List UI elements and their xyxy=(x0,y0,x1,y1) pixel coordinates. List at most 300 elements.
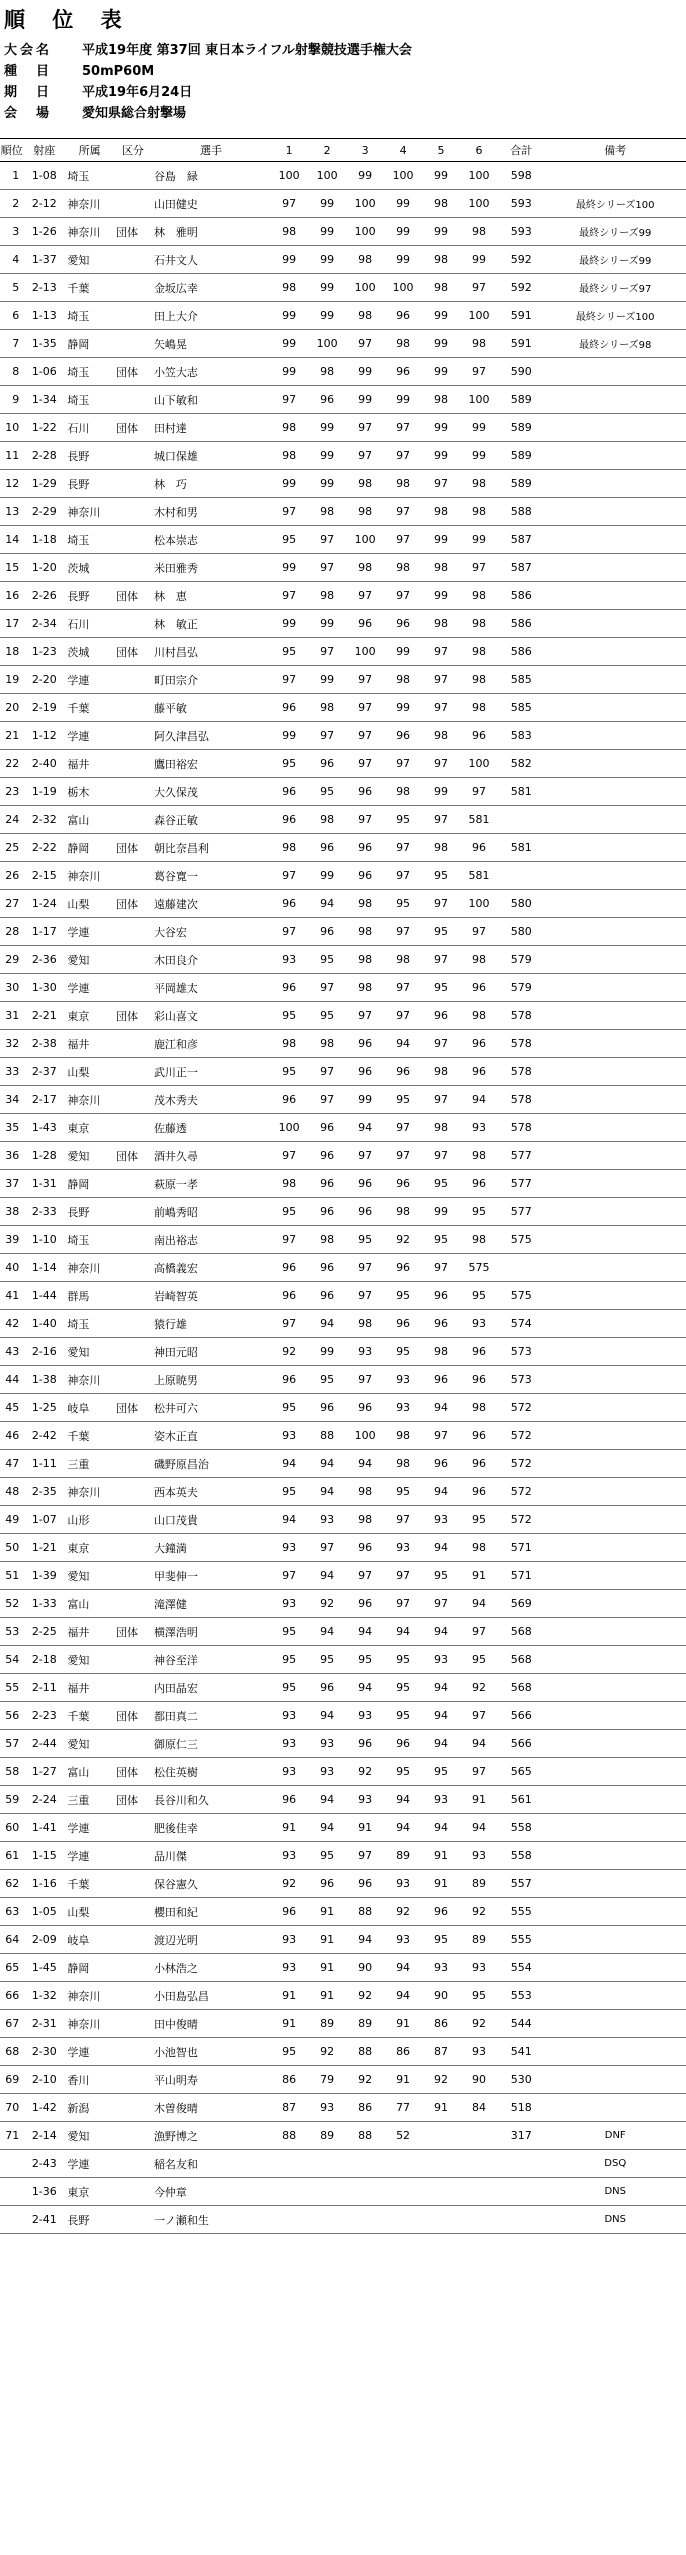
cell-series-5: 99 xyxy=(422,302,460,330)
cell-shooter: 松井可六 xyxy=(152,1394,270,1422)
cell-series-5: 98 xyxy=(422,610,460,638)
cell-total: 578 xyxy=(498,1086,544,1114)
cell-series-6: 96 xyxy=(460,1170,498,1198)
cell-rank: 38 xyxy=(0,1198,23,1226)
table-row xyxy=(0,1870,686,1898)
cell-remarks xyxy=(544,582,686,610)
cell-total: 557 xyxy=(498,1870,544,1898)
cell-series-1: 93 xyxy=(270,946,308,974)
cell-series-5: 99 xyxy=(422,330,460,358)
cell-series-1: 95 xyxy=(270,1058,308,1086)
cell-series-6: 100 xyxy=(460,190,498,218)
cell-series-5: 99 xyxy=(422,582,460,610)
cell-affiliation: 愛知 xyxy=(65,946,114,974)
cell-category: 団体 xyxy=(114,1142,152,1170)
table-row xyxy=(0,1758,686,1786)
cell-firing-point: 2-18 xyxy=(23,1646,65,1674)
cell-shooter: 一ノ瀬和生 xyxy=(152,2206,270,2234)
cell-remarks xyxy=(544,554,686,582)
table-row xyxy=(0,1926,686,1954)
cell-series-5: 97 xyxy=(422,1086,460,1114)
cell-remarks xyxy=(544,1870,686,1898)
cell-series-5: 94 xyxy=(422,1534,460,1562)
cell-series-6: 94 xyxy=(460,1086,498,1114)
cell-series-3: 93 xyxy=(346,1786,384,1814)
cell-shooter: 品川傑 xyxy=(152,1842,270,1870)
cell-series-5: 92 xyxy=(422,2066,460,2094)
cell-category xyxy=(114,1898,152,1926)
cell-series-5 xyxy=(422,2122,460,2150)
cell-firing-point: 1-40 xyxy=(23,1310,65,1338)
table-row xyxy=(0,218,686,246)
header-series-3: 3 xyxy=(346,139,384,162)
cell-total: 593 xyxy=(498,218,544,246)
cell-series-2: 88 xyxy=(308,1422,346,1450)
cell-total: 582 xyxy=(498,750,544,778)
cell-total: 558 xyxy=(498,1814,544,1842)
cell-series-6: 97 xyxy=(460,1702,498,1730)
cell-series-6: 96 xyxy=(460,1422,498,1450)
table-row xyxy=(0,1702,686,1730)
cell-category xyxy=(114,246,152,274)
table-row xyxy=(0,302,686,330)
cell-category xyxy=(114,1338,152,1366)
cell-rank: 29 xyxy=(0,946,23,974)
cell-affiliation: 千葉 xyxy=(65,1422,114,1450)
table-row xyxy=(0,2206,686,2234)
cell-series-6: 96 xyxy=(460,1450,498,1478)
cell-remarks xyxy=(544,414,686,442)
cell-remarks xyxy=(544,1814,686,1842)
header-series-6: 6 xyxy=(460,139,498,162)
table-row xyxy=(0,946,686,974)
cell-series-3: 98 xyxy=(346,246,384,274)
cell-rank: 2 xyxy=(0,190,23,218)
cell-category: 団体 xyxy=(114,218,152,246)
table-row xyxy=(0,862,686,890)
cell-rank: 68 xyxy=(0,2038,23,2066)
cell-series-2: 98 xyxy=(308,358,346,386)
table-row xyxy=(0,2094,686,2122)
cell-series-1: 100 xyxy=(270,1114,308,1142)
cell-series-5: 97 xyxy=(422,946,460,974)
cell-shooter: 金坂広幸 xyxy=(152,274,270,302)
cell-rank: 15 xyxy=(0,554,23,582)
cell-affiliation: 埼玉 xyxy=(65,358,114,386)
cell-affiliation: 神奈川 xyxy=(65,218,114,246)
table-row xyxy=(0,1646,686,1674)
cell-firing-point: 2-25 xyxy=(23,1618,65,1646)
cell-series-2: 99 xyxy=(308,246,346,274)
table-row xyxy=(0,1842,686,1870)
cell-category xyxy=(114,1422,152,1450)
cell-series-4: 96 xyxy=(384,302,422,330)
cell-series-1: 93 xyxy=(270,1534,308,1562)
cell-firing-point: 1-25 xyxy=(23,1394,65,1422)
cell-category xyxy=(114,2122,152,2150)
header-affiliation: 所属 xyxy=(65,139,114,162)
cell-category xyxy=(114,2066,152,2094)
cell-series-6: 95 xyxy=(460,1646,498,1674)
cell-series-5: 98 xyxy=(422,554,460,582)
cell-total xyxy=(498,806,544,834)
table-row xyxy=(0,1674,686,1702)
cell-rank: 25 xyxy=(0,834,23,862)
cell-series-6: 98 xyxy=(460,694,498,722)
cell-total: 588 xyxy=(498,498,544,526)
cell-rank xyxy=(0,2178,23,2206)
cell-series-3: 96 xyxy=(346,1394,384,1422)
table-row xyxy=(0,414,686,442)
cell-total: 572 xyxy=(498,1394,544,1422)
cell-series-6: 99 xyxy=(460,246,498,274)
cell-series-5: 96 xyxy=(422,1366,460,1394)
cell-total: 518 xyxy=(498,2094,544,2122)
cell-series-1: 93 xyxy=(270,1702,308,1730)
cell-shooter: 萩原一孝 xyxy=(152,1170,270,1198)
cell-series-4: 99 xyxy=(384,638,422,666)
cell-firing-point: 1-38 xyxy=(23,1366,65,1394)
cell-series-1: 98 xyxy=(270,442,308,470)
cell-series-6: 96 xyxy=(460,974,498,1002)
cell-series-3: 99 xyxy=(346,386,384,414)
table-row xyxy=(0,554,686,582)
cell-affiliation: 学連 xyxy=(65,1842,114,1870)
cell-total: 568 xyxy=(498,1646,544,1674)
cell-total: 573 xyxy=(498,1366,544,1394)
cell-series-1: 93 xyxy=(270,1954,308,1982)
cell-series-3: 97 xyxy=(346,750,384,778)
cell-series-5: 93 xyxy=(422,1786,460,1814)
cell-shooter: 林 敏正 xyxy=(152,610,270,638)
cell-firing-point: 1-16 xyxy=(23,1870,65,1898)
cell-series-6: 95 xyxy=(460,1982,498,2010)
cell-series-2: 98 xyxy=(308,582,346,610)
cell-remarks xyxy=(544,1702,686,1730)
cell-series-1: 96 xyxy=(270,1898,308,1926)
cell-remarks xyxy=(544,470,686,498)
table-row xyxy=(0,778,686,806)
cell-series-2: 99 xyxy=(308,1338,346,1366)
cell-series-1: 95 xyxy=(270,2038,308,2066)
cell-total: 591 xyxy=(498,330,544,358)
cell-affiliation: 千葉 xyxy=(65,1870,114,1898)
cell-rank: 6 xyxy=(0,302,23,330)
cell-series-4: 97 xyxy=(384,442,422,470)
cell-remarks: 最終シリーズ100 xyxy=(544,190,686,218)
cell-category xyxy=(114,1674,152,1702)
cell-rank: 32 xyxy=(0,1030,23,1058)
table-row xyxy=(0,1338,686,1366)
cell-series-2: 98 xyxy=(308,498,346,526)
cell-series-4: 98 xyxy=(384,946,422,974)
cell-series-6: 95 xyxy=(460,1198,498,1226)
cell-series-3: 94 xyxy=(346,1450,384,1478)
cell-rank: 13 xyxy=(0,498,23,526)
cell-affiliation: 長野 xyxy=(65,2206,114,2234)
cell-series-6: 100 xyxy=(460,302,498,330)
header-rank: 順位 xyxy=(0,139,23,162)
cell-firing-point: 2-26 xyxy=(23,582,65,610)
cell-series-4: 92 xyxy=(384,1226,422,1254)
cell-affiliation: 埼玉 xyxy=(65,302,114,330)
cell-series-3: 98 xyxy=(346,890,384,918)
cell-firing-point: 2-31 xyxy=(23,2010,65,2038)
cell-total: 585 xyxy=(498,666,544,694)
cell-series-1: 95 xyxy=(270,1674,308,1702)
cell-series-4: 93 xyxy=(384,1394,422,1422)
cell-shooter: 小林浩之 xyxy=(152,1954,270,1982)
cell-firing-point: 2-11 xyxy=(23,1674,65,1702)
cell-series-5: 96 xyxy=(422,1310,460,1338)
cell-remarks xyxy=(544,806,686,834)
cell-rank: 46 xyxy=(0,1422,23,1450)
cell-series-3: 98 xyxy=(346,302,384,330)
cell-firing-point: 2-16 xyxy=(23,1338,65,1366)
cell-series-4: 97 xyxy=(384,498,422,526)
cell-series-3: 97 xyxy=(346,1282,384,1310)
cell-rank: 33 xyxy=(0,1058,23,1086)
cell-series-2: 94 xyxy=(308,1310,346,1338)
event-name-value: 平成19年度 第37回 東日本ライフル射撃競技選手権大会 xyxy=(82,43,412,58)
cell-affiliation: 香川 xyxy=(65,2066,114,2094)
cell-category xyxy=(114,2150,152,2178)
cell-affiliation: 学連 xyxy=(65,918,114,946)
cell-series-2: 96 xyxy=(308,1870,346,1898)
cell-shooter: 甲斐伸一 xyxy=(152,1562,270,1590)
table-row xyxy=(0,974,686,1002)
cell-series-1: 95 xyxy=(270,1646,308,1674)
cell-series-3: 96 xyxy=(346,1170,384,1198)
cell-series-3: 97 xyxy=(346,442,384,470)
cell-rank: 22 xyxy=(0,750,23,778)
cell-total: 571 xyxy=(498,1534,544,1562)
table-row xyxy=(0,806,686,834)
cell-series-4: 99 xyxy=(384,386,422,414)
cell-series-4: 99 xyxy=(384,694,422,722)
cell-affiliation: 東京 xyxy=(65,1114,114,1142)
cell-series-4: 95 xyxy=(384,1646,422,1674)
table-row xyxy=(0,582,686,610)
cell-series-4: 95 xyxy=(384,1282,422,1310)
cell-series-6: 98 xyxy=(460,610,498,638)
cell-rank: 1 xyxy=(0,162,23,190)
cell-series-6: 96 xyxy=(460,722,498,750)
cell-category: 団体 xyxy=(114,358,152,386)
cell-series-3: 92 xyxy=(346,2066,384,2094)
cell-series-4: 96 xyxy=(384,722,422,750)
cell-series-3: 96 xyxy=(346,1534,384,1562)
cell-firing-point: 1-42 xyxy=(23,2094,65,2122)
cell-rank: 61 xyxy=(0,1842,23,1870)
cell-shooter: 櫻田和紀 xyxy=(152,1898,270,1926)
table-row xyxy=(0,890,686,918)
cell-series-2: 99 xyxy=(308,610,346,638)
cell-remarks xyxy=(544,1338,686,1366)
cell-total xyxy=(498,2178,544,2206)
cell-series-4: 77 xyxy=(384,2094,422,2122)
cell-series-3: 100 xyxy=(346,190,384,218)
cell-shooter: 木曽俊晴 xyxy=(152,2094,270,2122)
table-row xyxy=(0,1422,686,1450)
cell-series-1: 97 xyxy=(270,1562,308,1590)
cell-series-1: 91 xyxy=(270,1814,308,1842)
cell-shooter: 町田宗介 xyxy=(152,666,270,694)
cell-shooter: 鹿江和彦 xyxy=(152,1030,270,1058)
cell-series-5: 94 xyxy=(422,1730,460,1758)
cell-category xyxy=(114,470,152,498)
cell-series-1: 87 xyxy=(270,2094,308,2122)
cell-series-3: 97 xyxy=(346,806,384,834)
cell-series-2: 95 xyxy=(308,1366,346,1394)
table-row xyxy=(0,330,686,358)
cell-affiliation: 愛知 xyxy=(65,1730,114,1758)
cell-affiliation: 千葉 xyxy=(65,274,114,302)
cell-affiliation: 群馬 xyxy=(65,1282,114,1310)
cell-series-1 xyxy=(270,2150,308,2178)
cell-remarks xyxy=(544,610,686,638)
cell-series-2: 96 xyxy=(308,1114,346,1142)
cell-affiliation: 神奈川 xyxy=(65,1254,114,1282)
cell-series-3: 100 xyxy=(346,1422,384,1450)
cell-rank: 65 xyxy=(0,1954,23,1982)
cell-shooter: 稲名友和 xyxy=(152,2150,270,2178)
cell-series-5: 95 xyxy=(422,974,460,1002)
cell-firing-point: 1-24 xyxy=(23,890,65,918)
table-row xyxy=(0,190,686,218)
cell-total: 553 xyxy=(498,1982,544,2010)
cell-category xyxy=(114,2206,152,2234)
cell-shooter: 高橋義宏 xyxy=(152,1254,270,1282)
cell-rank: 48 xyxy=(0,1478,23,1506)
cell-series-5: 96 xyxy=(422,1282,460,1310)
cell-total: 583 xyxy=(498,722,544,750)
cell-series-5: 98 xyxy=(422,722,460,750)
cell-series-5: 99 xyxy=(422,414,460,442)
cell-firing-point: 1-43 xyxy=(23,1114,65,1142)
cell-series-2: 97 xyxy=(308,974,346,1002)
cell-firing-point: 1-22 xyxy=(23,414,65,442)
cell-rank: 66 xyxy=(0,1982,23,2010)
cell-category xyxy=(114,1198,152,1226)
cell-affiliation: 三重 xyxy=(65,1786,114,1814)
cell-series-2: 96 xyxy=(308,1674,346,1702)
table-row xyxy=(0,1086,686,1114)
table-row xyxy=(0,1282,686,1310)
cell-series-2: 99 xyxy=(308,666,346,694)
cell-rank: 62 xyxy=(0,1870,23,1898)
cell-series-1: 96 xyxy=(270,694,308,722)
cell-category xyxy=(114,610,152,638)
cell-series-1: 93 xyxy=(270,1422,308,1450)
cell-series-5: 97 xyxy=(422,638,460,666)
cell-series-5: 98 xyxy=(422,1114,460,1142)
cell-series-3: 97 xyxy=(346,1254,384,1282)
cell-series-2: 98 xyxy=(308,806,346,834)
cell-series-3: 97 xyxy=(346,694,384,722)
cell-category xyxy=(114,1254,152,1282)
cell-series-2: 99 xyxy=(308,414,346,442)
cell-rank: 37 xyxy=(0,1170,23,1198)
cell-series-2: 96 xyxy=(308,750,346,778)
cell-series-3: 96 xyxy=(346,1198,384,1226)
cell-affiliation: 東京 xyxy=(65,2178,114,2206)
cell-total: 575 xyxy=(498,1282,544,1310)
cell-series-4: 94 xyxy=(384,1814,422,1842)
cell-series-5: 97 xyxy=(422,694,460,722)
cell-total: 589 xyxy=(498,470,544,498)
header-series-2: 2 xyxy=(308,139,346,162)
table-row xyxy=(0,918,686,946)
cell-series-3: 97 xyxy=(346,1002,384,1030)
cell-category: 団体 xyxy=(114,1618,152,1646)
cell-total: 598 xyxy=(498,162,544,190)
cell-shooter: 茂木秀夫 xyxy=(152,1086,270,1114)
cell-series-2: 79 xyxy=(308,2066,346,2094)
cell-series-4: 97 xyxy=(384,1590,422,1618)
cell-shooter: 内田晶宏 xyxy=(152,1674,270,1702)
cell-remarks xyxy=(544,1142,686,1170)
cell-series-1: 97 xyxy=(270,582,308,610)
cell-shooter: 山口茂貴 xyxy=(152,1506,270,1534)
cell-category xyxy=(114,946,152,974)
cell-series-6: 93 xyxy=(460,1954,498,1982)
cell-shooter: 前嶋秀昭 xyxy=(152,1198,270,1226)
cell-series-3: 97 xyxy=(346,1366,384,1394)
cell-category: 団体 xyxy=(114,582,152,610)
cell-series-5: 99 xyxy=(422,218,460,246)
cell-firing-point: 2-40 xyxy=(23,750,65,778)
cell-series-1: 95 xyxy=(270,526,308,554)
cell-series-1: 99 xyxy=(270,610,308,638)
cell-series-6: 96 xyxy=(460,1338,498,1366)
cell-series-1: 99 xyxy=(270,470,308,498)
header-total: 合計 xyxy=(498,139,544,162)
cell-shooter: 神田元昭 xyxy=(152,1338,270,1366)
cell-series-3: 98 xyxy=(346,1478,384,1506)
cell-remarks xyxy=(544,1954,686,1982)
cell-affiliation: 石川 xyxy=(65,610,114,638)
cell-shooter: 阿久津昌弘 xyxy=(152,722,270,750)
cell-series-2: 96 xyxy=(308,1254,346,1282)
ranking-table xyxy=(0,138,686,2234)
cell-shooter: 渡辺光明 xyxy=(152,1926,270,1954)
cell-category xyxy=(114,1842,152,1870)
cell-series-1: 92 xyxy=(270,1870,308,1898)
cell-series-5: 93 xyxy=(422,1506,460,1534)
table-row xyxy=(0,1170,686,1198)
cell-affiliation: 福井 xyxy=(65,1030,114,1058)
cell-affiliation: 石川 xyxy=(65,414,114,442)
cell-series-5: 97 xyxy=(422,1422,460,1450)
cell-firing-point: 2-44 xyxy=(23,1730,65,1758)
cell-affiliation: 学連 xyxy=(65,2038,114,2066)
cell-category xyxy=(114,330,152,358)
cell-firing-point: 1-34 xyxy=(23,386,65,414)
cell-remarks xyxy=(544,162,686,190)
cell-affiliation: 埼玉 xyxy=(65,1226,114,1254)
cell-series-4: 97 xyxy=(384,1562,422,1590)
cell-series-2: 98 xyxy=(308,1030,346,1058)
cell-firing-point: 2-30 xyxy=(23,2038,65,2066)
cell-remarks xyxy=(544,750,686,778)
cell-remarks xyxy=(544,722,686,750)
cell-series-1 xyxy=(270,2178,308,2206)
cell-series-1: 98 xyxy=(270,1170,308,1198)
cell-remarks xyxy=(544,1394,686,1422)
cell-total: 561 xyxy=(498,1786,544,1814)
cell-rank: 27 xyxy=(0,890,23,918)
